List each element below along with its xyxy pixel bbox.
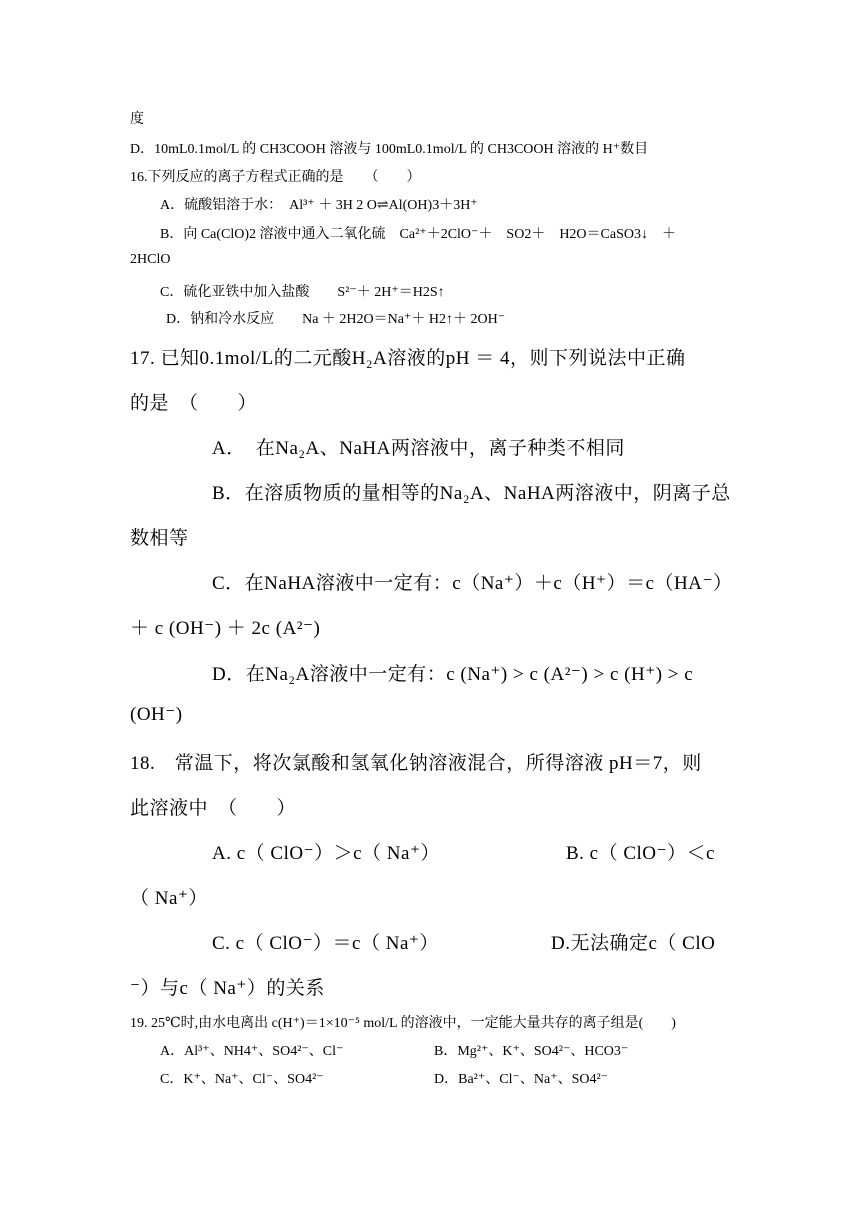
option-18c: C. c（ ClO⁻）＝c（ Na⁺） [212, 933, 439, 954]
option-16c: C．硫化亚铁中加入盐酸 S²⁻＋ 2H⁺＝H2S↑ [160, 285, 445, 300]
text-line: D．10mL0.1mol/L 的 CH3COOH 溶液与 100mL0.1mol/L 的 CH3COOH 溶液的 H⁺数目 [130, 142, 649, 157]
text-line: 度 [130, 112, 144, 127]
option-16d: D．钠和冷水反应 Na ＋ 2H2O＝Na⁺＋ H2↑＋ 2OH⁻ [166, 312, 506, 327]
option-18a: A. c（ ClO⁻）＞c（ Na⁺） [212, 843, 440, 864]
option-17c: C．在NaHA溶液中一定有：c（Na⁺）＋c（H⁺）＝c（HA⁻） [212, 573, 733, 594]
option-16a: A．硫酸铝溶于水： Al³⁺ ＋ 3H 2 O⇌Al(OH)3＋3H⁺ [160, 198, 478, 213]
option-17d: D．在Na₂A溶液中一定有：c (Na⁺) > c (A²⁻) > c (H⁺) > c [212, 664, 694, 685]
question-16: 16.下列反应的离子方程式正确的是 （ ） [130, 170, 421, 185]
option-18d: D.无法确定c（ ClO [551, 933, 716, 954]
option-17c-cont: ＋ c (OH⁻) ＋ 2c (A²⁻) [130, 618, 321, 639]
option-19a: A．Al³⁺、NH4⁺、SO4²⁻、Cl⁻ [160, 1044, 344, 1059]
option-17b: B．在溶质物质的量相等的Na₂A、NaHA两溶液中，阴离子总 [212, 483, 731, 504]
option-18d-cont: ⁻）与c（ Na⁺）的关系 [130, 978, 325, 999]
option-16b-cont: 2HClO [130, 252, 171, 267]
option-19d: D．Ba²⁺、Cl⁻、Na⁺、SO4²⁻ [434, 1072, 609, 1087]
option-18b: B. c（ ClO⁻）＜c [566, 843, 715, 864]
question-17-cont: 的是 （ ） [130, 393, 258, 414]
option-17a: A． 在Na₂A、NaHA两溶液中，离子种类不相同 [212, 438, 625, 459]
question-18: 18. 常温下，将次氯酸和氢氧化钠溶液混合，所得溶液 pH＝7，则 [130, 753, 702, 774]
option-19b: B．Mg²⁺、K⁺、SO4²⁻、HCO3⁻ [434, 1044, 629, 1059]
question-18-cont: 此溶液中 （ ） [130, 798, 297, 819]
question-19: 19. 25℃时,由水电离出 c(H⁺)＝1×10⁻⁵ mol/L 的溶液中，一定能大量共存的离子组是( ) [130, 1016, 676, 1031]
option-19c: C．K⁺、Na⁺、Cl⁻、SO4²⁻ [160, 1072, 324, 1087]
option-16b: B．向 Ca(ClO)2 溶液中通入二氧化硫 Ca²⁺＋2ClO⁻＋ SO2＋ H2O＝CaSO3↓ ＋ [160, 227, 676, 242]
option-17b-cont: 数相等 [130, 528, 189, 549]
option-18b-cont: （ Na⁺） [130, 888, 208, 909]
question-17: 17. 已知0.1mol/L的二元酸H₂A溶液的pH ＝ 4，则下列说法中正确 [130, 348, 686, 369]
option-17d-cont: (OH⁻) [130, 704, 183, 725]
